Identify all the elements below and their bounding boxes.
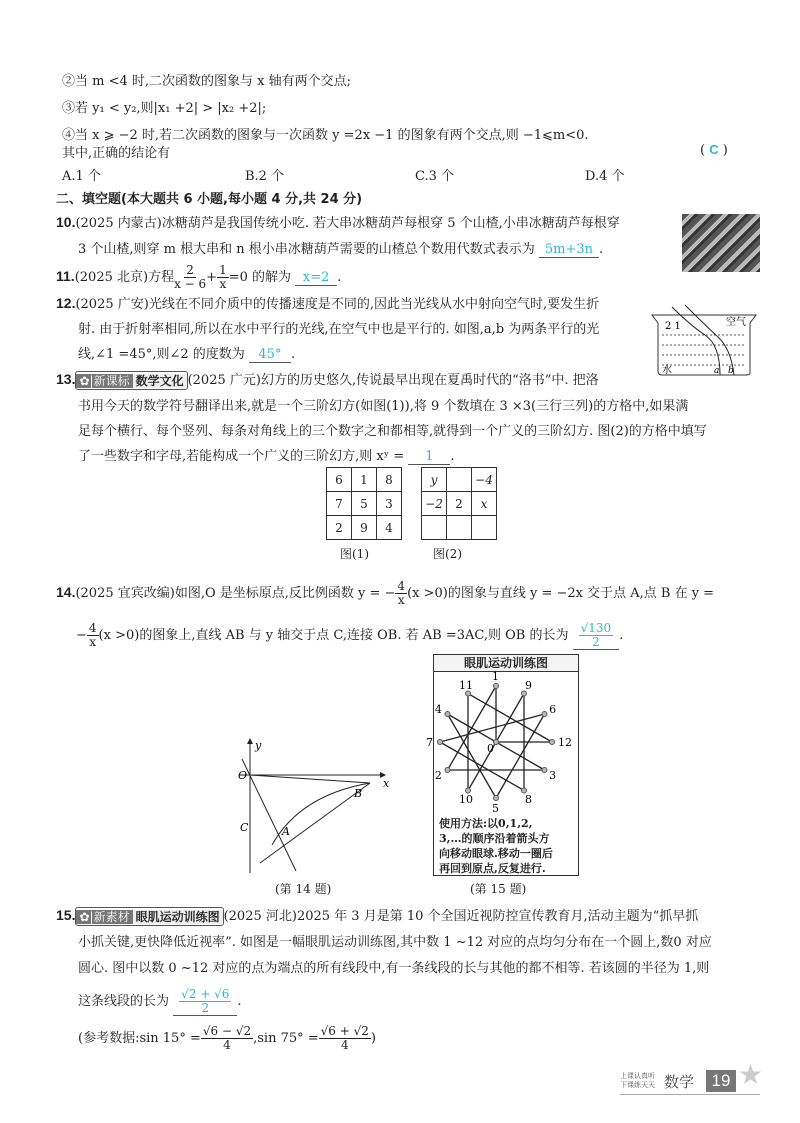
eye-point-label: 8 [525, 793, 532, 807]
grid-cell: 5 [352, 492, 377, 516]
eye-point-label: 6 [549, 703, 557, 716]
eye-point-label: 7 [426, 736, 433, 749]
eye-point-label: 3 [549, 769, 557, 782]
q10-number: 10. [56, 214, 76, 230]
section-heading: 二、填空题(本大题共 6 小题,每小题 4 分,共 24 分) [56, 192, 363, 207]
q12-line3: 线,∠1 =45°,则∠2 的度数为 [78, 347, 245, 362]
grid-cell: 2 [447, 492, 472, 516]
eye-point-label: 12 [558, 736, 572, 749]
option-a: A.1 个 [62, 169, 101, 184]
q15-reference: (参考数据:sin 15° = $\frac{√6 - √2}{4}$ ,sin 75° = $\frac{√6 + √2}{4}$ ) [78, 1024, 376, 1052]
statement-3: ③若 y₁ < y₂,则|x₁ +2| > |x₂ +2|; [62, 101, 267, 116]
grid-cell [447, 468, 472, 492]
grid-cell: −4 [472, 468, 497, 492]
q11-fraction-1: $\frac{2}{x - 6}$ [174, 263, 207, 291]
eye-path-segment [468, 694, 552, 742]
ray-b-label: b [728, 366, 734, 376]
water-label: 水 [662, 365, 672, 376]
eye-point-label: 10 [459, 793, 473, 807]
ray-a-label: a [714, 366, 720, 376]
q13-line1: (2025 广元)幻方的历史悠久,传说最早出现在夏禹时代的“洛书”中. 把洛 [187, 373, 599, 388]
q14-answer: $\frac{√130}{2}$ [573, 622, 620, 650]
page-number: 19 [706, 1070, 736, 1092]
caption-fig1: 图(1) [340, 547, 369, 561]
q12-number: 12. [56, 295, 76, 311]
grid-cell: 4 [377, 516, 402, 540]
grid-cell: −2 [422, 492, 447, 516]
eye-point-label: 1 [492, 670, 499, 683]
eye-point [494, 796, 499, 801]
eye-point [445, 768, 450, 773]
q12-line1: (2025 广安)光线在不同介质中的传播速度是不同的,因此当光线从水中射向空气时,要发生折 [75, 297, 600, 312]
q13-number: 13. [56, 371, 76, 387]
footer-subject: 数学 [664, 1073, 695, 1091]
q14-fraction-2: $\frac{4}{x}$ [88, 621, 97, 649]
q12-line2: 射. 由于折射率相同,所以在水中平行的光线,在空气中也是平行的. 如图,a,b 为两条平行的光 [78, 322, 600, 337]
eye-point [438, 740, 443, 745]
q15-tag: ✿|新素材 眼肌运动训练图 [75, 907, 223, 926]
grid-cell: 3 [377, 492, 402, 516]
q11-number: 11. [56, 268, 75, 284]
q14-graph [220, 735, 400, 875]
magic-square-1 [326, 467, 402, 540]
footer-slogan: 上课认真听 下课练天天 [620, 1072, 655, 1089]
grid-cell [472, 516, 497, 540]
q14-minus: − [76, 628, 87, 643]
caption-q15: (第 15 题) [470, 882, 527, 896]
grid-cell: 8 [377, 468, 402, 492]
q14-line1b: (x >0)的图象与直线 y = −2x 交于点 A,点 B 在 y = [407, 586, 715, 601]
q11-plus: + [206, 270, 218, 285]
grid-cell: 6 [327, 468, 352, 492]
grid-cell: 2 [327, 516, 352, 540]
svg-text:y: y [255, 739, 262, 752]
eye-point [542, 712, 547, 717]
eye-point-label: 0 [487, 742, 494, 755]
q15-line4: 这条线段的长为 [78, 994, 170, 1009]
eye-point [494, 684, 499, 689]
q11-fraction-2: $\frac{1}{x}$ [219, 263, 227, 291]
q13-answer: 1 [408, 449, 450, 465]
eye-point-label: 2 [434, 769, 442, 782]
page: ②当 m <4 时,二次函数的图象与 x 轴有两个交点; ③若 y₁ < y₂,则|x₁ +2| > |x₂ +2|; ④当 x ⩾ −2 时,若二次函数的图象与一次函数 y =2x −1 的图象有两个交点,则 −1⩽m<0. 其中,正确的结论有 ( C ) A.1 个 B.2 个 C.3 个 D.4 个 二、填空题(本大题共 6 小题,每小题 4 分,共 24 分) 10.(2025 内蒙古)冰糖葫芦是我国传统小吃. 若大串冰糖葫芦每根穿 5 个山楂,小串冰糖葫芦每根穿 3 个山楂,则穿 m 根大串和 n 根小串冰糖葫芦需要的山楂总个数用代数式表示为 5m+3n . 11.(2025 北京)方程 $\frac{2}{x - 6}$ + $\frac{1}{x}$ =0 的解为 x=2 . 12.(2025 广安)光线在不同介质中的传播速度是不同的,因此当光线从水中射向空气时,要发生折 射. 由于折射率相同,所以在水中平行的光线,在空气中也是平行的. 如图,a,b 为两条平行的光 线,∠1 =45°,则∠2 的度数为 45° . 2 1 空气 水 a b 13. ✿|新课标 数学文化 (2025 广元)幻方的历史悠久,传说最早出现在夏禹时代的“洛书”中. 把洛 书用今天的数学符号翻译出来,就是一个三阶幻方(如图(1)),将 9 个数填在 3 ×3(三行三列)的方格中,如果满 足每个横行、每个竖列、每条对角线上的三个数字之和都相等,就得到一个广义的三阶幻方. 图(2)的方格中填写 了一些数字和字母,若能构成一个广义的三阶幻方,则 xʸ = 1 . 6 1 8 7 5 3 2 9 4 y −4 −2 2 x 图(1) 图(2) 14.(2025 宜宾改编)如图,O 是坐标原点,反比例函数 y = − $\frac{4}{x}$ (x >0)的图象与直线 y = −2x 交于点 A,点 B 在 y = − $\frac{4}{x}$ (x >0)的图象上,直线 AB 与 y 轴交于点 C,连接 OB. 若 AB =3AC,则 OB 的长为 $\frac{√130}{2}$ . O x y A B C (第 14 题) 眼肌运动训练图 0 1 2 3 4 5 6 7 8 9 10 11 12 使用方法:以0,1,2, 3,…的顺序沿着箭头方 向移动眼球.移动一圈后 再回到原点,反复进行. (第 15 题) 15. ✿|新素材 眼肌运动训练图 (2025 河北)2025 年 3 月是第 10 个全国近视防控宣传教育月,活动主题为“抓早抓 小抓关键,更快降低近视率”. 如图是一幅眼肌运动训练图,其中数 1 ~12 对应的点均匀分布在一个圆上,数0 对应 圆心. 图中以数 0 ~12 对应的点为端点的所有线段中,有一条线段的长与其他的都不相等. 若该圆的半径为 1,则 这条线段的长为 $\frac{√2 + √6}{2}$ . (参考数据:sin 15° = $\frac{√6 - √2}{4}$ ,sin 75° = $\frac{√6 + √2}{4}$ ) 上课认真听 下课练天天 数学 19 ★ [0, 0, 800, 1123]
usage-text: 使用方法:以0,1,2, 3,…的顺序沿着箭头方 向移动眼球.移动一圈后 再回到原点,反复进行. [439, 817, 553, 875]
q15-line1: (2025 河北)2025 年 3 月是第 10 个全国近视防控宣传教育月,活动主题为“抓早抓 [223, 909, 699, 924]
segment-ob [250, 775, 370, 783]
question-prompt: 其中,正确的结论有 [62, 146, 171, 161]
eye-exercise-figure [426, 654, 579, 876]
refraction-figure [650, 305, 760, 377]
eye-path-segment [496, 714, 544, 798]
eye-path-segment [448, 714, 496, 798]
grid-cell: 7 [327, 492, 352, 516]
q15-number: 15. [56, 907, 76, 923]
grid-row [422, 516, 497, 540]
answer-bracket: ( C ) [700, 142, 728, 158]
eye-figure-title: 眼肌运动训练图 [434, 655, 578, 672]
q14-line2: (x >0)的图象上,直线 AB 与 y 轴交于点 C,连接 OB. 若 AB =3AC,则 OB 的长为 [98, 628, 569, 643]
angle-labels: 2 1 [665, 321, 681, 332]
caption-fig2: 图(2) [433, 547, 462, 561]
grid-row [422, 492, 497, 516]
q10-line2: 3 个山楂,则穿 m 根大串和 n 根小串冰糖葫芦需要的山楂总个数用代数式表示为 [78, 242, 535, 257]
eye-point [550, 740, 555, 745]
answer-choice: C [709, 142, 719, 157]
q14-line1a: (2025 宜宾改编)如图,O 是坐标原点,反比例函数 y = − [75, 586, 396, 601]
star-mascot-icon: ★ [738, 1058, 764, 1091]
grid-cell: 9 [352, 516, 377, 540]
q15-line2: 小抓关键,更快降低近视率”. 如图是一幅眼肌运动训练图,其中数 1 ~12 对应的点均匀分布在一个圆上,数0 对应 [78, 935, 712, 950]
eye-point-label: 11 [459, 678, 473, 692]
q13-line4: 了一些数字和字母,若能构成一个广义的三阶幻方,则 xʸ = [78, 449, 405, 464]
footer [620, 1058, 764, 1095]
option-c: C.3 个 [415, 169, 455, 184]
q14-fraction: $\frac{4}{x}$ [397, 579, 406, 607]
q13-line3: 足每个横行、每个竖列、每条对角线上的三个数字之和都相等,就得到一个广义的三阶幻方. 图(2)的方格中填写 [78, 424, 707, 439]
option-d: D.4 个 [585, 169, 625, 184]
q14-number: 14. [56, 584, 76, 600]
eye-point [445, 712, 450, 717]
eye-point-label: 9 [525, 678, 532, 692]
q15-line3: 圆心. 图中以数 0 ~12 对应的点为端点的所有线段中,有一条线段的长与其他的都不相等. 若该圆的半径为 1,则 [78, 961, 710, 976]
q11-pre: (2025 北京)方程 [74, 270, 175, 285]
eye-point [494, 740, 499, 745]
air-label: 空气 [726, 317, 746, 328]
grid-cell [422, 516, 447, 540]
grid-cell: y [422, 468, 447, 492]
eye-point [542, 768, 547, 773]
q11-post: =0 的解为 [228, 270, 292, 285]
svg-text:B: B [354, 787, 363, 800]
candied-haws-photo [682, 214, 760, 272]
statement-2: ②当 m <4 时,二次函数的图象与 x 轴有两个交点; [62, 74, 351, 89]
eye-point-label: 5 [492, 802, 499, 815]
statement-4: ④当 x ⩾ −2 时,若二次函数的图象与一次函数 y =2x −1 的图象有两个交点,则 −1⩽m<0. [62, 128, 589, 143]
option-b: B.2 个 [245, 169, 285, 184]
q11-answer: x=2 [295, 270, 337, 286]
grid-cell: x [472, 492, 497, 516]
q13-line2: 书用今天的数学符号翻译出来,就是一个三阶幻方(如图(1)),将 9 个数填在 3 ×3(三行三列)的方格中,如果满 [78, 399, 689, 414]
svg-text:O: O [238, 769, 248, 782]
svg-text:C: C [240, 821, 249, 834]
eye-point-label: 4 [434, 703, 442, 716]
svg-text:A: A [282, 825, 290, 838]
q15-answer: $\frac{√2 + √6}{2}$ [173, 988, 237, 1016]
grid-row [327, 492, 402, 516]
magic-square-2 [421, 467, 497, 540]
q12-answer: 45° [249, 347, 291, 363]
grid-row [422, 468, 497, 492]
grid-cell [447, 516, 472, 540]
q10-line1: (2025 内蒙古)冰糖葫芦是我国传统小吃. 若大串冰糖葫芦每根穿 5 个山楂,小串冰糖葫芦每根穿 [75, 216, 620, 231]
svg-text:x: x [383, 777, 390, 790]
q10-answer: 5m+3n [539, 242, 599, 258]
q13-tag: ✿|新课标 数学文化 [75, 371, 187, 390]
caption-q14: (第 14 题) [275, 882, 332, 896]
grid-cell: 1 [352, 468, 377, 492]
grid-row [327, 468, 402, 492]
eye-diagram [426, 670, 578, 815]
grid-row [327, 516, 402, 540]
